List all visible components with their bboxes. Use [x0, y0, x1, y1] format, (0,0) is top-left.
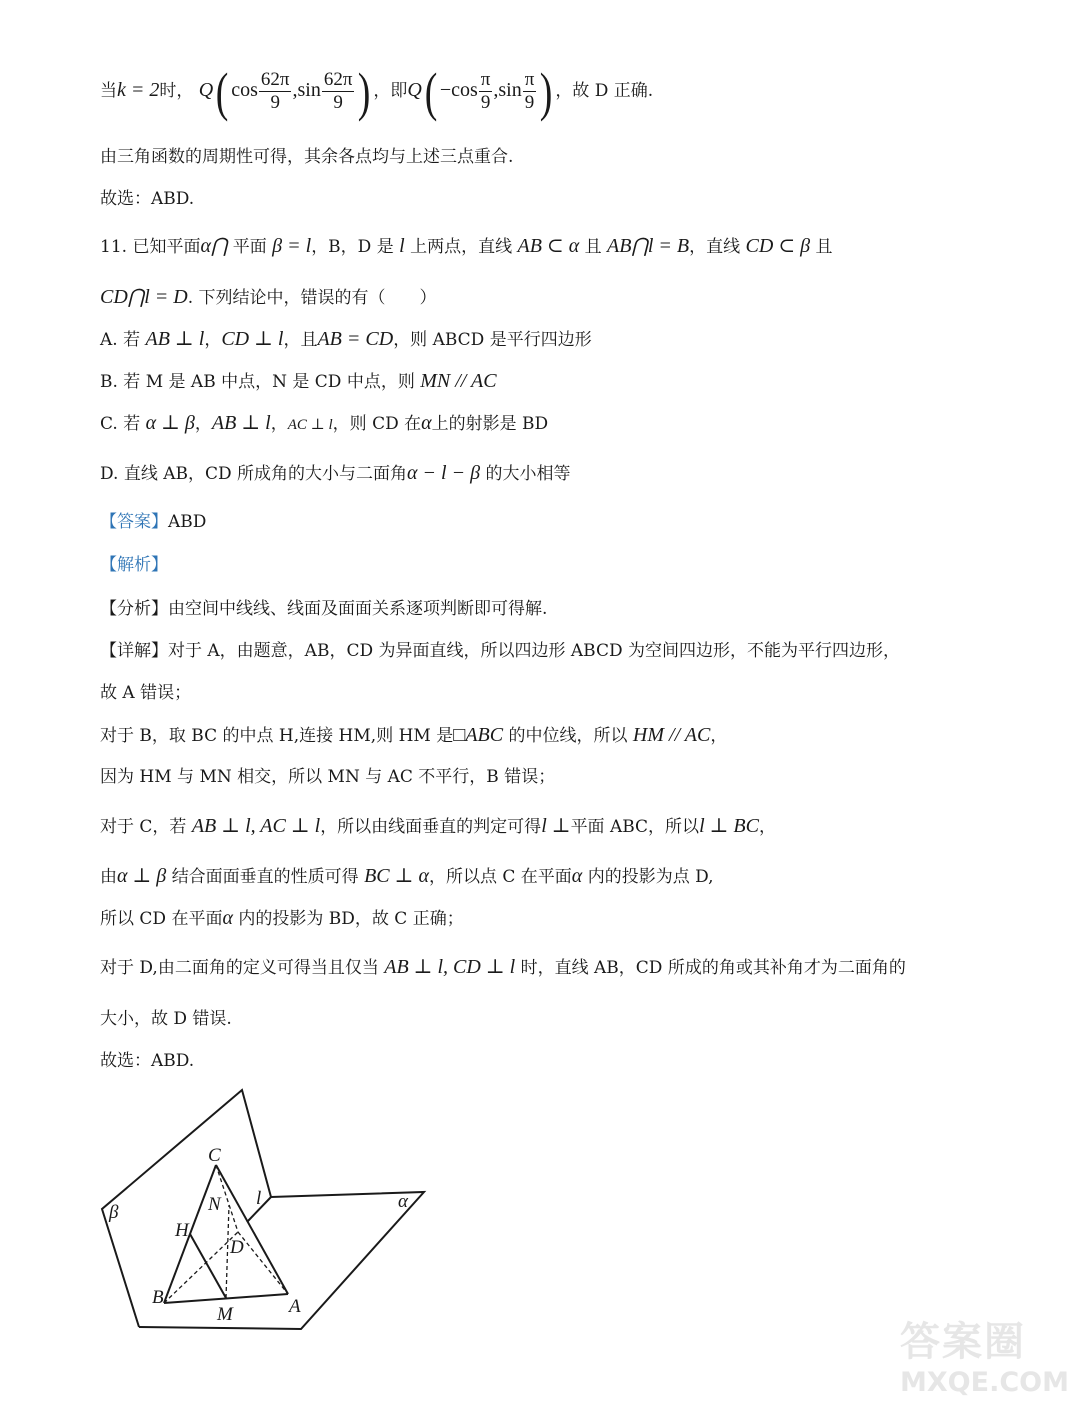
label-alpha: α — [398, 1191, 408, 1212]
detail-line-1: 【详解】对于 A，由题意，AB，CD 为异面直线，所以四边形 ABCD 为空间四边形，不能为平行四边形， — [100, 641, 901, 661]
detail-d-line-2: 大小，故 D 错误. — [100, 1009, 232, 1029]
fenxi-line: 【分析】由空间中线线、线面及面面关系逐项判断即可得解. — [100, 599, 548, 619]
edge-CA — [216, 1165, 288, 1294]
answer-value: ABD — [168, 512, 207, 532]
label-beta: β — [109, 1202, 119, 1223]
detail-b-line-2: 因为 HM 与 MN 相交，所以 MN 与 AC 不平行，B 错误； — [100, 767, 556, 787]
k-equals: k = 2 — [117, 79, 160, 101]
q10-result-line: 当k = 2时， Q( cos $\frac{62\pi}{9}$ ,sin $\frac{62\pi}{9}$ ) ，即Q( −cos $\frac{\pi}{9}$ ,sin $\frac{\pi}{9}$ ) ，故 D 正确. — [100, 61, 654, 122]
fraction: $\frac{\pi}{9}$ — [524, 69, 535, 113]
fraction: $\frac{\pi}{9}$ — [480, 69, 491, 113]
plane-alpha — [139, 1192, 424, 1329]
label-A: A — [289, 1296, 301, 1317]
edge-BA — [164, 1294, 288, 1303]
watermark-logo — [900, 1318, 1070, 1408]
option-a: A. 若 AB ⊥ l，CD ⊥ l，且AB = CD，则 ABCD 是平行四边形 — [100, 328, 592, 350]
option-b: B. 若 M 是 AB 中点，N 是 CD 中点，则 MN // AC — [100, 370, 497, 392]
label-l: l — [256, 1188, 262, 1209]
line-l-tick — [247, 1197, 271, 1222]
label-C: C — [208, 1145, 221, 1166]
label-D: D — [230, 1237, 244, 1258]
edge-BD — [164, 1232, 238, 1303]
label-B: B — [152, 1287, 164, 1308]
edge-DA — [238, 1232, 288, 1294]
q11-stem-line-2: CD⋂l = D. 下列结论中，错误的有（ ） — [100, 286, 437, 308]
edge-CD — [216, 1165, 238, 1232]
analysis-tag: 【解析】 — [100, 555, 168, 575]
watermark-top: 答案圈 — [900, 1319, 1026, 1365]
option-d: D. 直线 AB，CD 所成角的大小与二面角α − l − β 的大小相等 — [100, 462, 571, 484]
periodicity-line: 由三角函数的周期性可得，其余各点均与上述三点重合. — [100, 147, 514, 167]
option-c: C. 若 α ⊥ β，AB ⊥ l，AC ⊥ l，则 CD 在α上的射影是 BD — [100, 412, 549, 434]
detail-c-line-2: 由α ⊥ β 结合面面垂直的性质可得 BC ⊥ α，所以点 C 在平面α 内的投影为点 D, — [100, 865, 714, 887]
choose-line-2: 故选：ABD. — [100, 1051, 195, 1071]
plane-beta — [102, 1090, 271, 1327]
q11-stem-line-1: 11. 已知平面α⋂ 平面 β = l，B，D 是 l 上两点，直线 AB ⊂ α 且 AB⋂l = B，直线 CD ⊂ β 且 — [100, 235, 833, 257]
edge-HM — [190, 1234, 226, 1298]
detail-b-line-1: 对于 B，取 BC 的中点 H,连接 HM,则 HM 是□ABC 的中位线，所以 HM // AC， — [100, 724, 728, 746]
detail-c-line-3: 所以 CD 在平面α 内的投影为 BD，故 C 正确； — [100, 907, 464, 929]
choose-line-1: 故选：ABD. — [100, 189, 195, 209]
label-H: H — [175, 1220, 189, 1241]
detail-a-wrong: 故 A 错误； — [100, 683, 192, 703]
label-M: M — [217, 1304, 233, 1325]
fraction: $\frac{62\pi}{9}$ — [260, 69, 290, 113]
detail-d-line-1: 对于 D,由二面角的定义可得当且仅当 AB ⊥ l, CD ⊥ l 时，直线 AB，CD 所成的角或其补角才为二面角的 — [100, 956, 906, 978]
answer-tag: 【答案】 — [100, 512, 168, 532]
edge-CB — [164, 1165, 216, 1303]
detail-c-line-1: 对于 C，若 AB ⊥ l, AC ⊥ l，所以由线面垂直的判定可得l ⊥平面 ABC，所以l ⊥ BC， — [100, 815, 776, 837]
fraction: $\frac{62\pi}{9}$ — [323, 69, 353, 113]
label-N: N — [208, 1194, 221, 1215]
answer-line — [100, 510, 206, 534]
watermark-bottom: MXQE.COM — [900, 1367, 1069, 1398]
edge-MN — [226, 1205, 229, 1298]
